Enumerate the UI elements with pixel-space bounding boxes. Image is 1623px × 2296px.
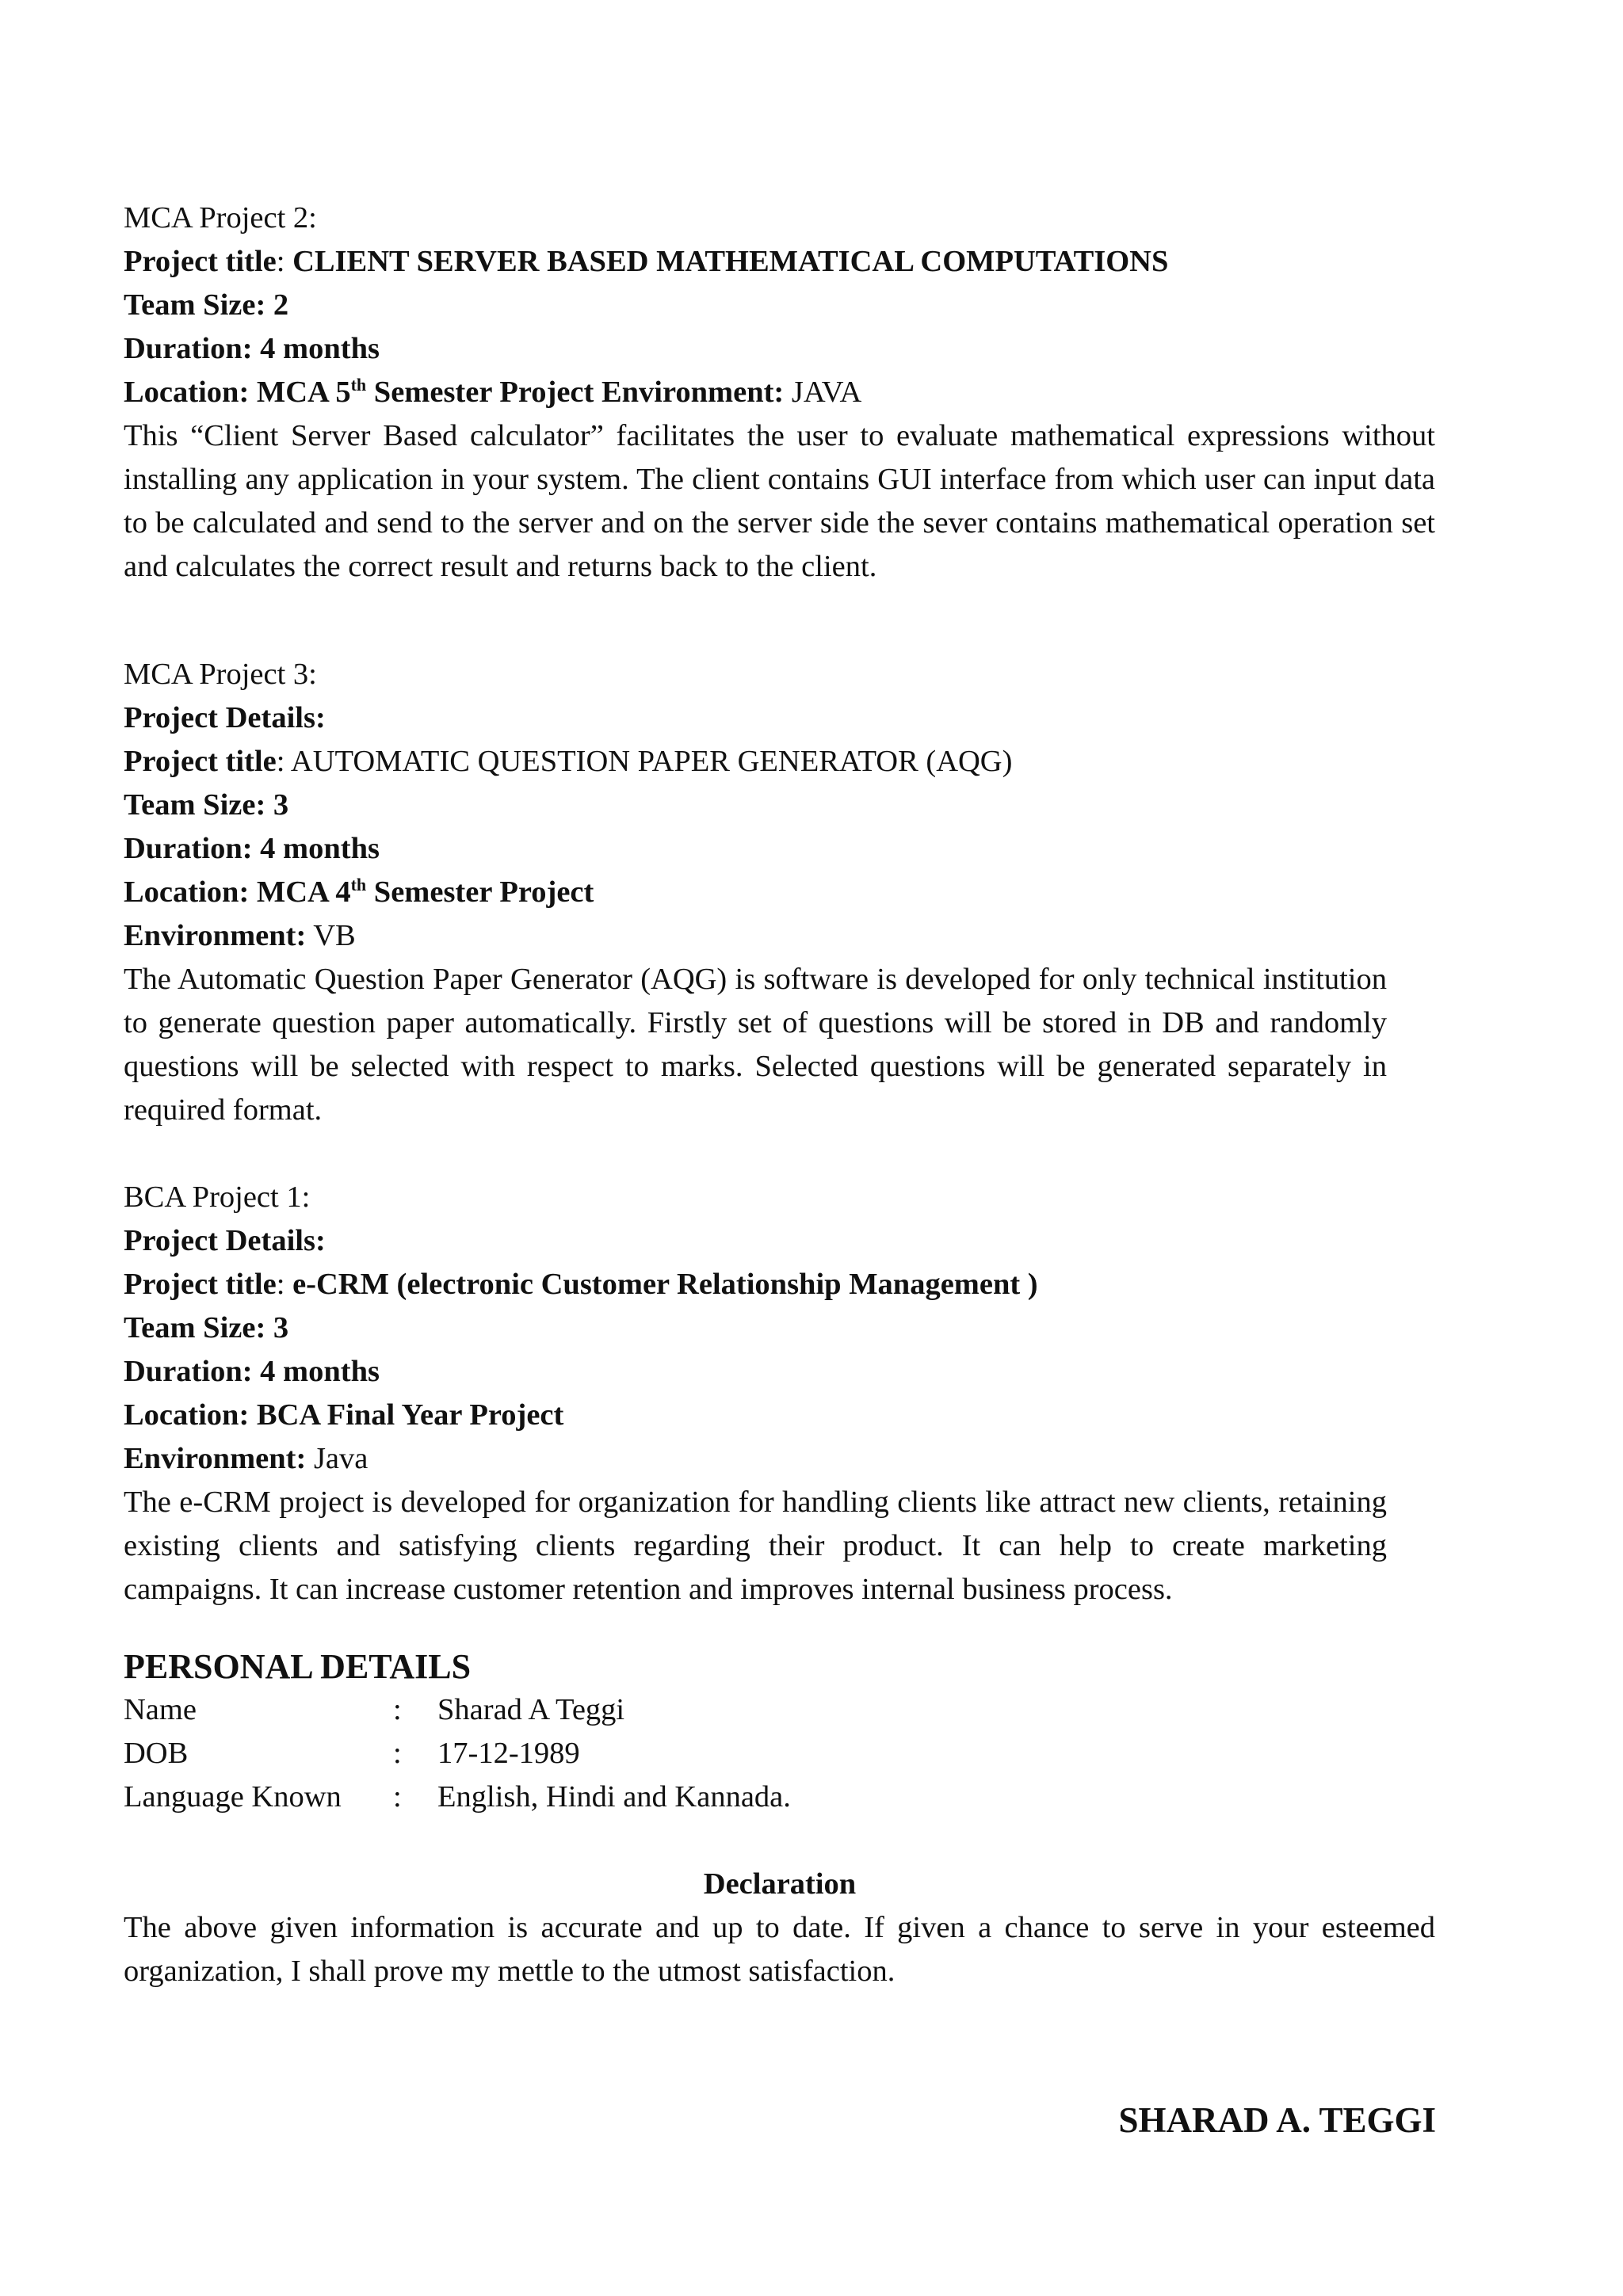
bca-project-1 xyxy=(124,1176,1436,1611)
declaration-text: The above given information is accurate and up to date. If given a chance to serve in your esteemed organization, I shall prove my mettle to the utmost satisfaction. xyxy=(124,1911,1435,1988)
environment-label: Environment: xyxy=(124,1442,307,1475)
mca-project-3 xyxy=(124,653,1436,1132)
location-superscript: th xyxy=(350,375,367,395)
environment xyxy=(124,1437,1436,1481)
project-heading: MCA Project 2: xyxy=(124,201,317,235)
project-title-label: Project title xyxy=(124,745,277,778)
project-heading: MCA Project 3: xyxy=(124,658,317,691)
personal-separator: : xyxy=(393,1737,402,1770)
team-size: Team Size: 2 xyxy=(124,288,289,322)
personal-separator: : xyxy=(393,1693,402,1726)
location-prefix: Location: MCA 4 xyxy=(124,875,351,909)
team-size: Team Size: 3 xyxy=(124,1311,289,1344)
location-environment xyxy=(124,371,1436,414)
personal-row-dob xyxy=(124,1732,1436,1775)
declaration xyxy=(124,1863,1436,1993)
personal-separator: : xyxy=(393,1780,402,1814)
declaration-heading: Declaration xyxy=(703,1867,857,1901)
project-description: The Automatic Question Paper Generator (AQG) is software is developed for only technical institution to generate question paper automatically. Firstly set of questions will be stored in DB and randomly questions will be selected with respect to marks. Selected questions will be generated separately in required format. xyxy=(124,963,1387,1127)
project-title-label: Project title xyxy=(124,1268,277,1301)
project-title-separator: : xyxy=(276,245,293,278)
project-title-label: Project title xyxy=(124,245,277,278)
project-title-line xyxy=(124,1263,1436,1306)
location-superscript: th xyxy=(350,875,367,894)
team-size: Team Size: 3 xyxy=(124,788,289,822)
project-description: The e-CRM project is developed for organization for handling clients like attract new clients, retaining existing clients and satisfying clients regarding their product. It can help to create marketing campaigns. It can increase customer retention and improves internal business process. xyxy=(124,1486,1387,1606)
location: Location: BCA Final Year Project xyxy=(124,1398,564,1432)
project-title-separator: : xyxy=(276,1268,293,1301)
personal-details-heading: PERSONAL DETAILS xyxy=(124,1647,472,1686)
personal-value: 17-12-1989 xyxy=(437,1737,580,1770)
project-heading: BCA Project 1: xyxy=(124,1180,311,1214)
project-title-value: : AUTOMATIC QUESTION PAPER GENERATOR (AQG) xyxy=(276,745,1013,778)
environment-value: Java xyxy=(306,1442,369,1475)
resume-page xyxy=(124,196,1436,1993)
personal-key: Name xyxy=(124,1693,197,1726)
duration: Duration: 4 months xyxy=(124,332,380,365)
environment-value: JAVA xyxy=(784,376,862,409)
project-description: This “Client Server Based calculator” facilitates the user to evaluate mathematical expressions without installing any application in your system. The client contains GUI interface from which user can input data to be calculated and send to the server and on the server side the sever contains mathematical operation set and calculates the correct result and returns back to the client. xyxy=(124,419,1435,583)
environment-value: VB xyxy=(306,919,356,952)
project-title-line xyxy=(124,240,1436,284)
personal-value: English, Hindi and Kannada. xyxy=(437,1780,791,1814)
environment xyxy=(124,914,1436,958)
personal-key: Language Known xyxy=(124,1780,342,1814)
duration: Duration: 4 months xyxy=(124,832,380,865)
project-details-label: Project Details: xyxy=(124,701,326,734)
personal-details xyxy=(124,1645,1436,1819)
personal-key: DOB xyxy=(124,1737,189,1770)
personal-row-language xyxy=(124,1775,1436,1819)
project-title-line xyxy=(124,740,1436,784)
location-suffix: Semester Project Environment: xyxy=(366,376,785,409)
location-prefix: Location: MCA 5 xyxy=(124,376,351,409)
personal-value: Sharad A Teggi xyxy=(437,1693,625,1726)
project-details-label: Project Details: xyxy=(124,1224,326,1257)
location xyxy=(124,871,1436,914)
mca-project-2 xyxy=(124,196,1436,589)
personal-row-name xyxy=(124,1688,1436,1732)
signature-name: SHARAD A. TEGGI xyxy=(1118,2100,1436,2140)
project-title-value: e-CRM (electronic Customer Relationship Management ) xyxy=(292,1268,1038,1301)
duration: Duration: 4 months xyxy=(124,1355,380,1388)
environment-label: Environment: xyxy=(124,919,307,952)
project-title-value: CLIENT SERVER BASED MATHEMATICAL COMPUTATIONS xyxy=(292,245,1169,278)
location-suffix: Semester Project xyxy=(366,875,594,909)
